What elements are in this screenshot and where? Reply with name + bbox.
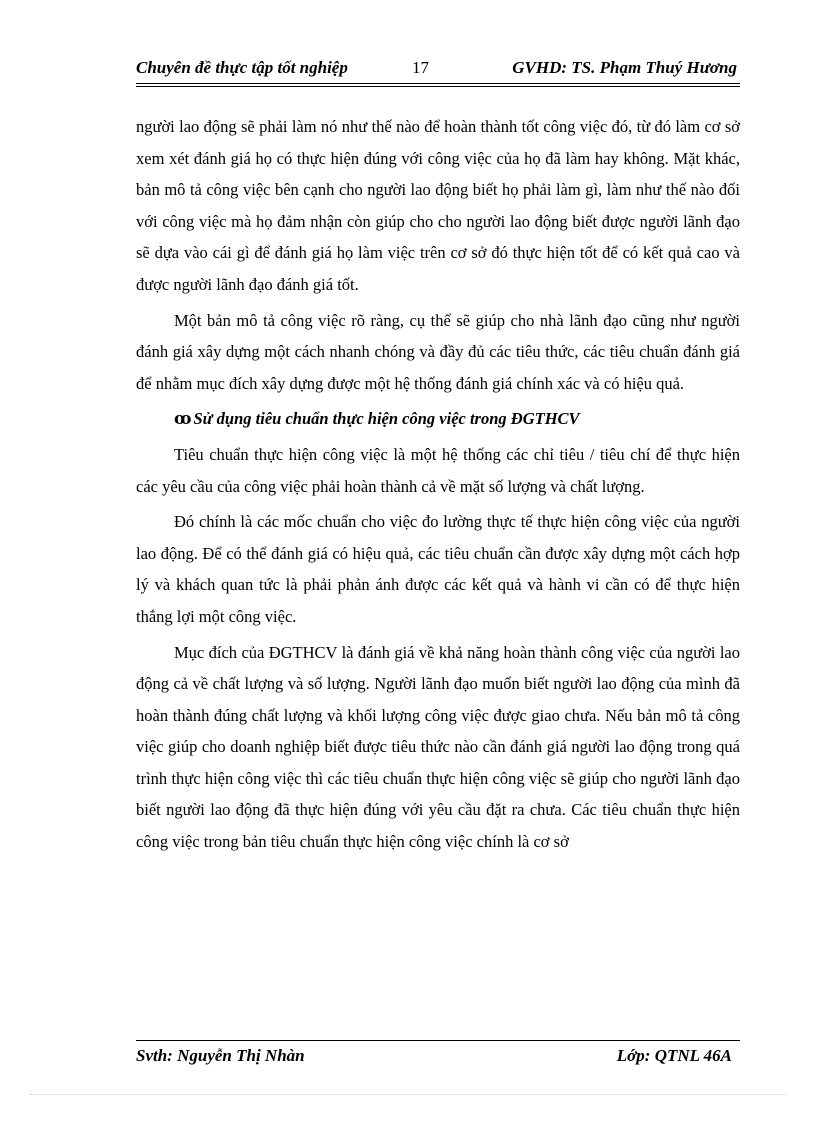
header-divider [136,83,740,87]
paragraph-3: Tiêu chuẩn thực hiện công việc là một hệ thống các chỉ tiêu / tiêu chí để thực hiện các yêu cầu của công việc phải hoàn thành cả về mặt số lượng và chất lượng. [136,444,740,496]
paragraph-1: người lao động sẽ phải làm nó như thế nào để hoàn thành tốt công việc đó, từ đó làm cơ sở xem xét đánh giá họ có thực hiện đúng với công việc của họ đã làm hay không. Mặt khác, bản mô tả công việc bên cạnh cho người lao động biết họ phải làm gì, làm như thế nào đối với công việc mà họ đảm nhận còn giúp cho cho người lao động biết được người lãnh đạo sẽ dựa vào cái gì để đánh giá họ làm việc trên cơ sở đó thực hiện tốt để có kết quả cao và được người lãnh đạo đánh giá tốt. [136,117,740,294]
paragraph-4: Đó chính là các mốc chuẩn cho việc đo lường thực tế thực hiện công việc của người lao động. Để có thể đánh giá có hiệu quả, các tiêu chuẩn cần được xây dựng một cách hợp lý và khách quan tức là phải phản ánh được các kết quả và hành vi cần có để thực hiện thắng lợi một công việc. [136,512,740,626]
page-header [136,58,740,86]
document-body [136,111,740,862]
paragraph-2: Một bản mô tả công việc rõ ràng, cụ thể sẽ giúp cho nhà lãnh đạo cũng như người đánh giá xây dựng một cách nhanh chóng và đầy đủ các tiêu thức, các tiêu chuẩn đánh giá để nhằm mục đích xây dựng được một hệ thống đánh giá chính xác và có hiệu quả. [136,310,740,393]
footer-divider [136,1040,740,1041]
footer-student: Svth: Nguyễn Thị Nhàn [136,1046,305,1065]
paragraph-5: Mục đích của ĐGTHCV là đánh giá về khả năng hoàn thành công việc của người lao động cả về chất lượng và số lượng. Người lãnh đạo muốn biết người lao động của mình đã hoàn thành đúng chất lượng và khối lượng công việc được giao chưa. Nếu bản mô tả công việc giúp cho doanh nghiệp biết được tiêu thức nào cần đánh giá người lao động trong quá trình thực hiện công việc thì các tiêu chuẩn thực hiện công việc sẽ giúp cho người lãnh đạo biết người lao động đã thực hiện đúng với yêu cầu đặt ra chưa. Các tiêu chuẩn thực hiện công việc trong bản tiêu chuẩn thực hiện công việc chính là cơ sở [136,642,740,852]
page-number: 17 [412,58,429,77]
page-bottom-dotted-line [30,1094,786,1095]
footer-class: Lớp: QTNL 46A [616,1046,732,1065]
header-supervisor: GVHD: TS. Phạm Thuý Hương [512,58,737,77]
section-heading-text: Sử dụng tiêu chuẩn thực hiện công việc trong ĐGTHCV [193,409,580,429]
page-footer [136,1046,740,1070]
bullet-icon: ꝏ [174,409,192,429]
section-heading [136,403,740,435]
header-report-title: Chuyên đề thực tập tốt nghiệp [136,58,348,77]
